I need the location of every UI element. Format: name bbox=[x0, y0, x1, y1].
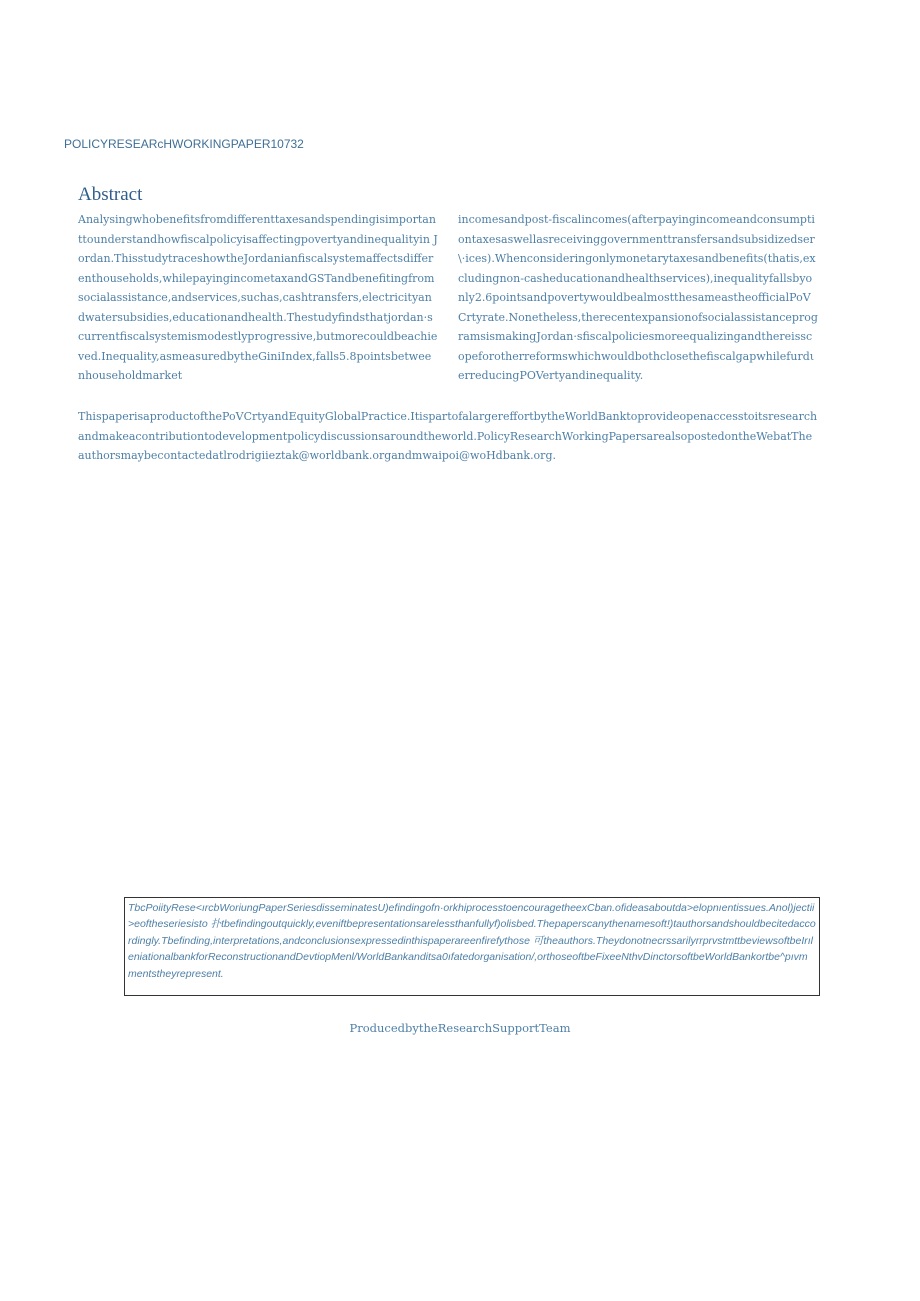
series-label: POLICYRESEARcHWORKINGPAPER10732 bbox=[64, 137, 304, 151]
product-note: ThispaperisaproductofthePoVCrtyandEquityGlobalPractice.ItispartofalargereffortbytheWorldBanktoprovideopenaccesstoitsresearchandmakeacontributiontodevelopmentpolicydiscussionsaroundtheworld.PolicyResearchWorkingPapersarealsopostedontheWebatTheauthorsmaybecontactedatlrodrigiieztak@worldbank.organdmwaipoi@woHdbank.org. bbox=[78, 410, 818, 462]
disclaimer-box: TbcPoiityRese<ırcbWoriungPaperSeriesdisseminatesU)efindingofn·orkhiprocesstoencouragetheexCban.ofideasaboutda>elopnıentissues.Anol)jectii>eoftheseriesisto 扑tbefindingoutquickly,eveniftbepresentationsarelessthanfullyf)olisbed.Thepaperscanythenamesoft!)tauthorsandshouldbecitedaccordingly.Tbefinding,interpretations,andconclusionsexpressedinthispaperareenfirefythose 可theauthors.TheydonotnecrssarilyrrprvstmttbeviewsoftbeIrıleniationalbankforReconstructionandDevtiopMenl/WorldBankanditsa0ıfatedorganisation/,orthoseoftbeFixeeNthvDinctorsoftbeWorldBankortbe^pıvmmentstheyrepresent. bbox=[124, 897, 820, 996]
abstract-heading: Abstract bbox=[78, 184, 143, 205]
abstract-left-column: Analysingwhobenefitsfromdifferenttaxesandspendingisimportanttounderstandhowfiscalpolicyisaffectingpovertyandinequalityin Jordan.ThisstudytraceshowtheJordanianfiscalsystemaffectsdifferenthouseholds,whilepayingincometaxandGSTandbenefitingfromsocialassistance,andservices,suchas,cashtransfers,electricityandwatersubsidies,educationandhealth.Thestudyfindsthatjordan·scurrentfiscalsystemismodestlyprogressive,butmorecouldbeachieved.Inequality,asmeasuredbytheGiniIndex,falls5.8pointsbetweenhouseholdmarket bbox=[78, 213, 438, 382]
produced-by-line: ProducedbytheResearchSupportTeam bbox=[349, 1021, 571, 1035]
abstract-right-column: incomesandpost-fiscalincomes(afterpayingincomeandconsumptiontaxesaswellasreceivinggovernmenttransfersandsubsidizedser\·ices).Whenconsideringonlymonetarytaxesandbenefits(thatis,excludingnon-casheducationandhealthservices),inequalityfallsbyonly2.6pointsandpovertywouldbealmostthesameastheofficialPoVCrtyrate.Nonetheless,therecentexpansionofsocialassistanceprogramsismakingJordan·sfiscalpoliciesmoreequalizingandthereisscopeforotherreformswhichwouldbothclosethefiscalgapwhilefurdιerreducingPOVertyandinequality. bbox=[458, 213, 818, 382]
